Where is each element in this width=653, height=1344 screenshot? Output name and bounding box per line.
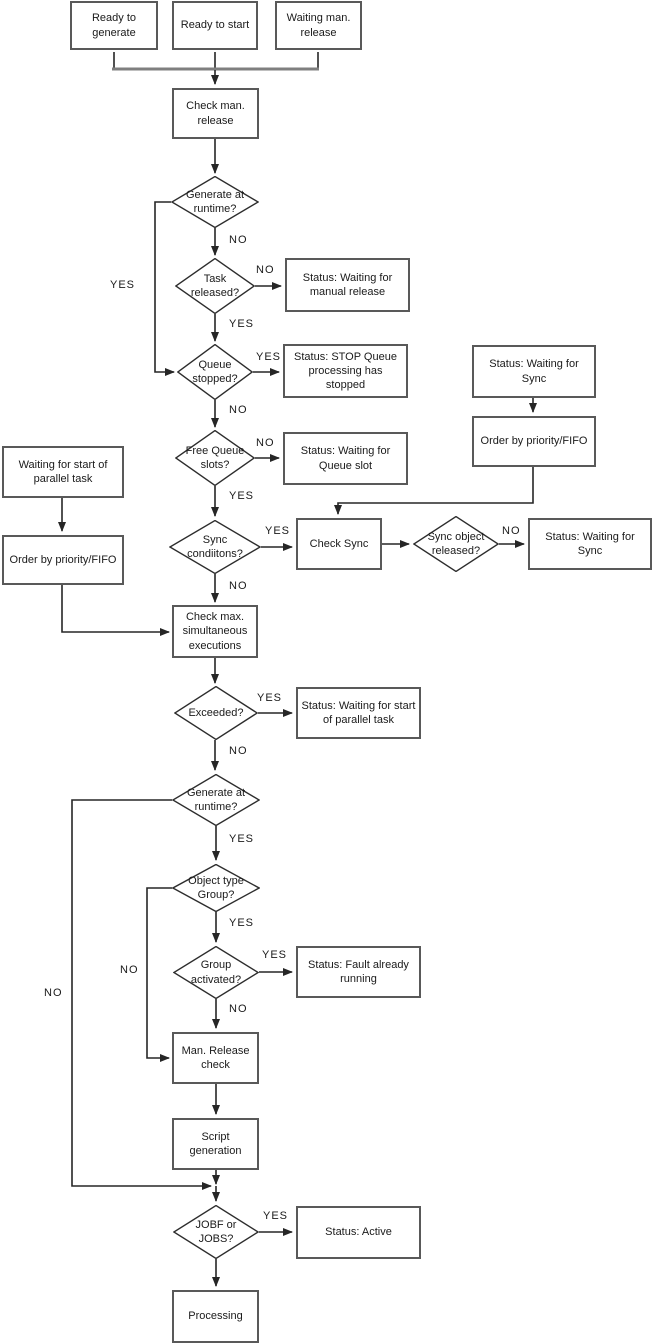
node-generate-at-runtime-1 [171, 176, 259, 228]
node-ready-to-start [172, 1, 258, 50]
node-man-release-check [172, 1032, 259, 1084]
node-status-waiting-manual-release [285, 258, 410, 312]
node-label: JOBF or JOBS? [195, 1218, 237, 1245]
node-check-sync [296, 518, 382, 570]
node-waiting-start-parallel-task [2, 446, 124, 498]
node-sync-object-released [413, 516, 499, 572]
node-status-waiting-sync-right [528, 518, 652, 570]
edge-label-yes: YES [257, 692, 283, 704]
node-label: Free Queue slots? [185, 444, 245, 471]
node-order-by-priority-left [2, 535, 124, 585]
node-label: Ready to generate [91, 12, 137, 39]
node-label: Waiting man. release [286, 12, 351, 39]
node-label: Order by priority/FIFO [9, 553, 117, 566]
node-label: Exceeded? [188, 706, 244, 719]
edge-label-yes: YES [229, 318, 255, 330]
node-check-man-release [172, 88, 259, 139]
edge-label-yes: YES [229, 917, 255, 929]
node-generate-at-runtime-2 [172, 774, 260, 826]
edge-label-yes: YES [263, 1210, 289, 1222]
edge-label-no: NO [256, 264, 275, 276]
edge-label-no: NO [256, 437, 275, 449]
node-ready-to-generate [70, 1, 158, 50]
node-label: Sync condiitons? [187, 533, 243, 560]
edge-label-yes: YES [256, 351, 282, 363]
node-exceeded [174, 686, 258, 740]
edge-label-no: NO [502, 525, 521, 537]
node-label: Check max. simultaneous executions [182, 611, 248, 652]
edge-label-yes: YES [110, 279, 136, 291]
node-status-active [296, 1206, 421, 1259]
node-label: Task released? [190, 272, 240, 299]
edge-label-no: NO [229, 1003, 248, 1015]
node-status-waiting-queue-slot [283, 432, 408, 485]
edge-label-yes: YES [229, 833, 255, 845]
node-status-fault-already-running [296, 946, 421, 998]
node-label: Status: Waiting for manual release [302, 271, 393, 298]
node-label: Man. Release check [181, 1044, 250, 1071]
edge-label-no: NO [229, 580, 248, 592]
node-label: Status: Active [325, 1226, 392, 1239]
node-waiting-man-release [275, 1, 362, 50]
node-label: Sync object released? [427, 530, 485, 557]
edge-label-no: NO [229, 234, 248, 246]
node-free-queue-slots [175, 430, 255, 486]
edge-label-no: NO [229, 404, 248, 416]
node-queue-stopped [177, 344, 253, 400]
node-label: Queue stopped? [192, 358, 238, 385]
node-object-type-group [172, 864, 260, 912]
edge-label-no: NO [44, 987, 63, 999]
node-label: Check man. release [186, 100, 245, 127]
node-label: Status: Waiting for Queue slot [300, 445, 391, 472]
node-order-by-priority-right [472, 416, 596, 467]
edge-label-no: NO [229, 745, 248, 757]
node-label: Generate at runtime? [185, 188, 245, 215]
node-sync-conditions [169, 520, 261, 574]
edge-label-yes: YES [265, 525, 291, 537]
edge-label-yes: YES [262, 949, 288, 961]
node-group-activated [173, 946, 259, 999]
node-check-max-simultaneous [172, 605, 258, 658]
node-label: Generate at runtime? [186, 786, 246, 813]
node-jobf-or-jobs [173, 1205, 259, 1259]
node-label: Object type Group? [188, 874, 244, 901]
node-label: Group activated? [190, 959, 242, 986]
edge-object-type-no [147, 888, 172, 1058]
node-label: Waiting for start of parallel task [18, 458, 108, 485]
node-task-released [175, 258, 255, 314]
node-processing [172, 1290, 259, 1343]
node-label: Status: Waiting for start of parallel task [301, 699, 416, 726]
edge-label-no: NO [120, 964, 139, 976]
node-script-generation [172, 1118, 259, 1170]
node-label: Status: Fault already running [308, 958, 409, 985]
node-status-waiting-sync-top [472, 345, 596, 398]
edge-order-left-to-check-max [62, 585, 169, 632]
node-label: Order by priority/FIFO [480, 435, 588, 448]
node-label: Script generation [189, 1130, 242, 1157]
node-label: Status: STOP Queue processing has stopped [294, 350, 397, 392]
node-label: Ready to start [180, 19, 250, 32]
node-label: Processing [188, 1310, 243, 1323]
node-label: Status: Waiting for Sync [545, 530, 635, 557]
node-label: Check Sync [309, 537, 369, 550]
node-status-stop-queue [283, 344, 408, 398]
edge-label-yes: YES [229, 490, 255, 502]
node-status-waiting-start-parallel [296, 687, 421, 739]
node-label: Status: Waiting for Sync [489, 358, 579, 385]
